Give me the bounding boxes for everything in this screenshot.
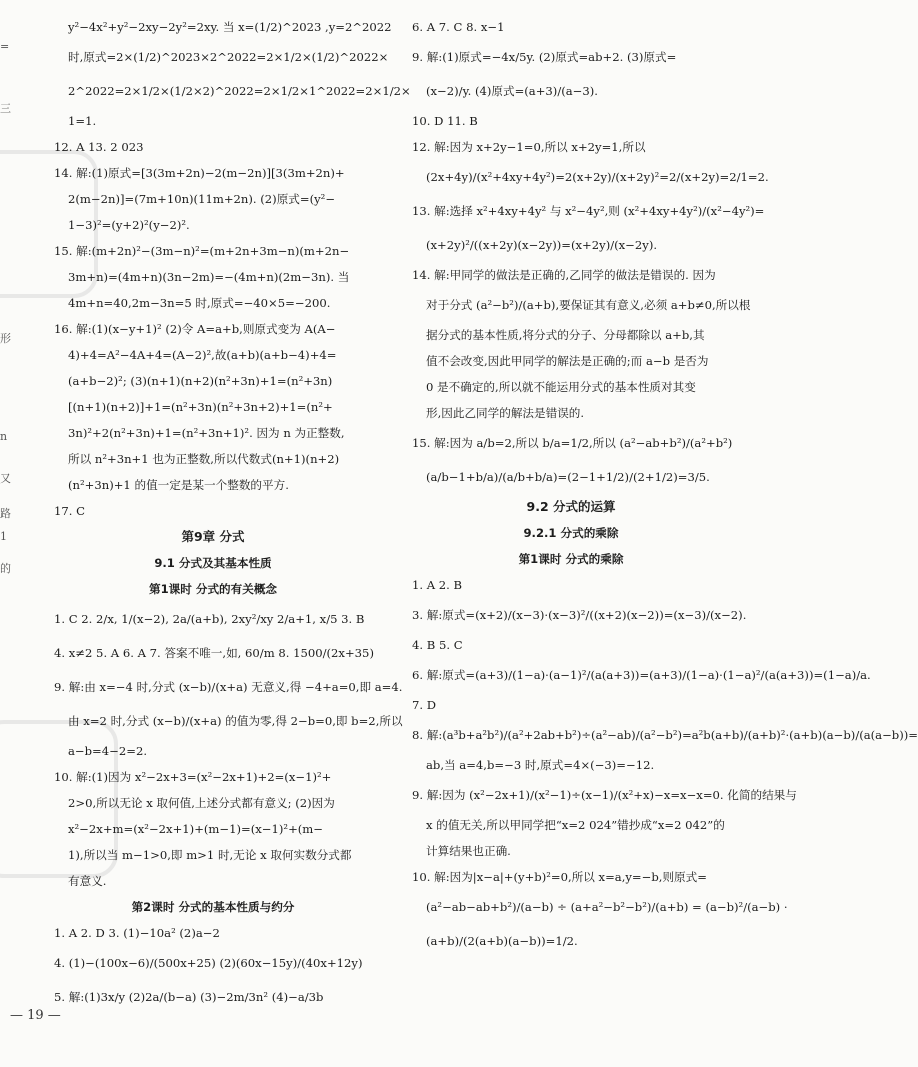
section-heading: 第9章 分式: [181, 529, 245, 544]
answer-line: x²−2x+m=(x²−2x+1)+(m−1)=(x−1)²+(m−: [68, 822, 324, 836]
answer-line: 1. C 2. 2/x, 1/(x−2), 2a/(a+b), 2xy²/xy 2/a+1, x/5 3. B: [54, 612, 365, 626]
answer-line: 据分式的基本性质,将分式的分子、分母都除以 a+b,其: [426, 328, 705, 342]
section-heading: 9.2 分式的运算: [526, 499, 616, 514]
answer-line: 10. 解:因为|x−a|+(y+b)²=0,所以 x=a,y=−b,则原式=: [412, 870, 707, 884]
answer-line: 时,原式=2×(1/2)^2023×2^2022=2×1/2×(1/2)^2022×: [68, 50, 389, 64]
answer-line: 2>0,所以无论 x 取何值,上述分式都有意义; (2)因为: [68, 796, 335, 810]
answer-line: ab,当 a=4,b=−3 时,原式=4×(−3)=−12.: [426, 758, 655, 772]
answer-line: 形,因此乙同学的解法是错误的.: [426, 406, 585, 420]
page-number: — 19 —: [10, 1008, 61, 1023]
answer-line: 5. 解:(1)3x/y (2)2a/(b−a) (3)−2m/3n² (4)−a/3b: [54, 990, 324, 1004]
section-heading: 第1课时 分式的乘除: [518, 552, 624, 566]
answer-line: 6. A 7. C 8. x−1: [412, 20, 505, 34]
answer-line: a−b=4−2=2.: [68, 744, 148, 758]
margin-fragment: n: [0, 430, 8, 443]
answer-line: 所以 n²+3n+1 也为正整数,所以代数式(n+1)(n+2): [68, 452, 340, 466]
answer-line: 3m+n)=(4m+n)(3n−2m)=−(4m+n)(2m−3n). 当: [68, 270, 350, 284]
answer-line: 13. 解:选择 x²+4xy+4y² 与 x²−4y²,则 (x²+4xy+4y²)/(x²−4y²)=: [412, 204, 765, 218]
answer-line: 9. 解:因为 (x²−2x+1)/(x²−1)÷(x−1)/(x²+x)−x=x−x=0. 化简的结果与: [412, 788, 797, 802]
answer-line: (x+2y)²/((x+2y)(x−2y))=(x+2y)/(x−2y).: [426, 238, 658, 252]
answer-line: 10. 解:(1)因为 x²−2x+3=(x²−2x+1)+2=(x−1)²+: [54, 770, 332, 784]
answer-line: 6. 解:原式=(a+3)/(1−a)·(a−1)²/(a(a+3))=(a+3)/(1−a)·(1−a)²/(a(a+3))=(1−a)/a.: [412, 668, 871, 682]
answer-line: 15. 解:(m+2n)²−(3m−n)²=(m+2n+3m−n)(m+2n−: [54, 244, 350, 258]
answer-line: 对于分式 (a²−b²)/(a+b),要保证其有意义,必须 a+b≠0,所以根: [426, 298, 751, 312]
right-column: [412, 14, 918, 958]
margin-fragment: 又: [0, 472, 11, 485]
answer-line: 9. 解:(1)原式=−4x/5y. (2)原式=ab+2. (3)原式=: [412, 50, 677, 64]
margin-fragment: =: [0, 40, 10, 53]
answer-line: 0 是不确定的,所以就不能运用分式的基本性质对其变: [426, 380, 696, 394]
answer-line: 15. 解:因为 a/b=2,所以 b/a=1/2,所以 (a²−ab+b²)/(a²+b²): [412, 436, 733, 450]
answer-line: 由 x=2 时,分式 (x−b)/(x+a) 的值为零,得 2−b=0,即 b=2,所以: [68, 714, 403, 728]
answer-line: 3n)²+2(n²+3n)+1=(n²+3n+1)². 因为 n 为正整数,: [68, 426, 345, 440]
answer-line: 2(m−2n)]=(7m+10n)(11m+2n). (2)原式=(y²−: [68, 192, 336, 206]
answer-line: 1. A 2. D 3. (1)−10a² (2)a−2: [54, 926, 220, 940]
answer-line: 1−3)²=(y+2)²(y−2)².: [68, 218, 190, 232]
answer-line: 8. 解:(a³b+a²b²)/(a²+2ab+b²)÷(a²−ab)/(a²−b²)=a²b(a+b)/(a+b)²·(a+b)(a−b)/(a(a−b))=: [412, 728, 918, 742]
answer-line: 计算结果也正确.: [426, 844, 511, 858]
answer-line: 4. x≠2 5. A 6. A 7. 答案不唯一,如, 60/m 8. 1500/(2x+35): [54, 646, 374, 660]
answer-line: 12. A 13. 2 023: [54, 140, 144, 154]
answer-line: 4. B 5. C: [412, 638, 463, 652]
answer-line: 4m+n=40,2m−3n=5 时,原式=−40×5=−200.: [68, 296, 331, 310]
answer-line: 有意义.: [68, 874, 107, 888]
answer-line: (a/b−1+b/a)/(a/b+b/a)=(2−1+1/2)/(2+1/2)=3/5.: [426, 470, 710, 484]
answer-line: 1. A 2. B: [412, 578, 463, 592]
answer-line: (a+b)/(2(a+b)(a−b))=1/2.: [426, 934, 578, 948]
section-heading: 第2课时 分式的基本性质与约分: [131, 900, 295, 914]
answer-line: 17. C: [54, 504, 85, 518]
answer-line: 10. D 11. B: [412, 114, 478, 128]
answer-line: 14. 解:(1)原式=[3(3m+2n)−2(m−2n)][3(3m+2n)+: [54, 166, 345, 180]
answer-line: (2x+4y)/(x²+4xy+4y²)=2(x+2y)/(x+2y)²=2/(x+2y)=2/1=2.: [426, 170, 769, 184]
answer-line: (n²+3n)+1 的值一定是某一个整数的平方.: [68, 478, 289, 492]
answer-line: (a+b−2)²; (3)(n+1)(n+2)(n²+3n)+1=(n²+3n): [68, 374, 333, 388]
answer-line: 7. D: [412, 698, 437, 712]
answer-line: 1=1.: [68, 114, 97, 128]
answer-line: 9. 解:由 x=−4 时,分式 (x−b)/(x+a) 无意义,得 −4+a=0,即 a=4.: [54, 680, 403, 694]
answer-line: x 的值无关,所以甲同学把“x=2 024”错抄成“x=2 042”的: [426, 818, 725, 832]
margin-fragment: 三: [0, 102, 11, 115]
section-heading: 9.2.1 分式的乘除: [523, 526, 619, 540]
answer-line: 2^2022=2×1/2×(1/2×2)^2022=2×1/2×1^2022=2×1/2×: [68, 84, 411, 98]
left-column: [54, 14, 411, 1014]
answer-line: 4. (1)−(100x−6)/(500x+25) (2)(60x−15y)/(40x+12y): [54, 956, 363, 970]
answer-line: (a²−ab−ab+b²)/(a−b) ÷ (a+a²−b²−b²)/(a+b) = (a−b)²/(a−b) ·: [426, 900, 788, 914]
margin-fragment: 路: [0, 507, 11, 520]
margin-fragment: 形: [0, 332, 11, 345]
answer-line: [(n+1)(n+2)]+1=(n²+3n)(n²+3n+2)+1=(n²+: [68, 400, 333, 414]
answer-line: 4)+4=A²−4A+4=(A−2)²,故(a+b)(a+b−4)+4=: [68, 348, 337, 362]
section-heading: 第1课时 分式的有关概念: [148, 582, 278, 596]
margin-fragment: 1: [0, 530, 7, 543]
section-heading: 9.1 分式及其基本性质: [154, 556, 272, 570]
answer-line: 14. 解:甲同学的做法是正确的,乙同学的做法是错误的. 因为: [412, 268, 716, 282]
answer-line: 值不会改变,因此甲同学的解法是正确的;而 a−b 是否为: [426, 354, 709, 368]
answer-line: 1),所以当 m−1>0,即 m>1 时,无论 x 取何实数分式都: [68, 848, 352, 862]
answer-line: (x−2)/y. (4)原式=(a+3)/(a−3).: [426, 84, 598, 98]
answer-line: y²−4x²+y²−2xy−2y²=2xy. 当 x=(1/2)^2023 ,y=2^2022: [68, 20, 392, 34]
margin-fragment: 的: [0, 562, 11, 575]
answer-line: 3. 解:原式=(x+2)/(x−3)·(x−3)²/((x+2)(x−2))=(x−3)/(x−2).: [412, 608, 747, 622]
answer-line: 16. 解:(1)(x−y+1)² (2)令 A=a+b,则原式变为 A(A−: [54, 322, 336, 336]
answer-line: 12. 解:因为 x+2y−1=0,所以 x+2y=1,所以: [412, 140, 646, 154]
